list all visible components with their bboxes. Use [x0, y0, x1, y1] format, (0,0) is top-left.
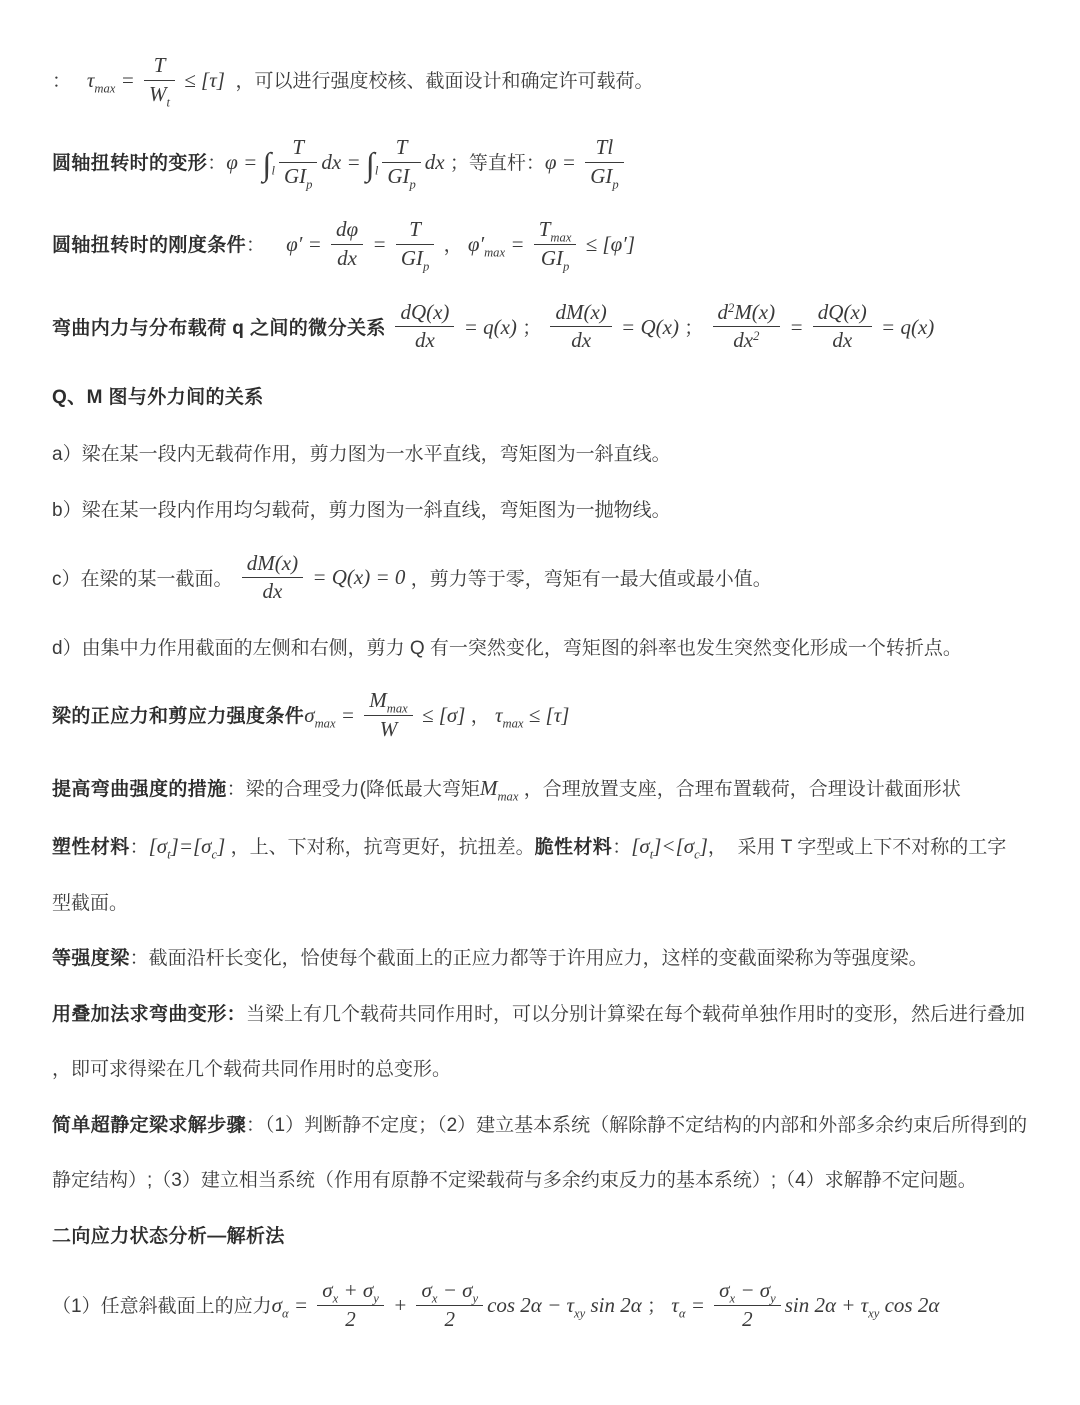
text-segment: 静定结构）;（3）建立相当系统（作用有原静不定梁载荷与多余约束反力的基本系统）;（4）求解静不定问题。	[52, 1170, 977, 1192]
section-type-continuation	[52, 890, 1038, 918]
math-segment: $\frac{dQ(x)}{dx}$ = q(x)	[391, 315, 516, 339]
bold-label-segment: Q、M 图与外力间的关系	[52, 386, 264, 408]
fraction: $\frac{dQ(x)}{dx}$	[813, 300, 872, 354]
text-segment: ，剪力等于零，弯矩有一最大值或最小值。	[405, 568, 772, 590]
math-segment: $\sigma_\alpha$ = $\frac{\sigma_x + \sigma_y}{2}$ + $\frac{\sigma_x - \sigma_y}{2}$ $\cos 2\alpha - \tau_{xy}$ sin 2α	[271, 1278, 642, 1332]
fraction: $\frac{Tl}{GI_p}$	[585, 135, 623, 189]
math-segment: $[\sigma_t]<[\sigma_c]$	[631, 834, 708, 862]
text-segment: ，即可求得梁在几个载荷共同作用时的总变形。	[52, 1059, 452, 1081]
bold-label-segment: 圆轴扭转时的变形	[52, 153, 208, 175]
item-d	[52, 635, 1038, 663]
fraction: $\frac{\sigma_x - \sigma_y}{2}$	[416, 1278, 483, 1332]
text-segment: ，合理放置支座，合理布置载荷，合理设计截面形状	[518, 778, 961, 800]
text-segment: ；	[516, 317, 547, 339]
integral-sign: ∫	[262, 146, 272, 183]
fraction: $\frac{T}{GI_p}$	[279, 135, 317, 189]
bold-label-segment: 梁的正应力和剪应力强度条件	[52, 706, 305, 728]
fraction: $\frac{T}{GI_p}$	[382, 135, 420, 189]
text-segment: ：（1）判断静不定度；（2）建立基本系统（解除静不定结构的内部和外部多余约束后所得到的	[246, 1114, 1028, 1136]
equal-strength-beam	[52, 945, 1038, 973]
qm-diagram-heading	[52, 384, 1038, 412]
bold-label-segment: 二向应力状态分析—解析法	[52, 1225, 285, 1247]
math-segment: $M_{max}$	[479, 775, 519, 804]
integral-sign: ∫	[365, 146, 375, 183]
text-segment: ，	[438, 235, 468, 257]
fraction: $\frac{dM(x)}{dx}$	[550, 300, 611, 354]
superposition-continuation	[52, 1056, 1038, 1084]
plane-stress-analysis-heading	[52, 1223, 1038, 1251]
fraction: $\frac{dM(x)}{dx}$	[242, 551, 303, 605]
bold-label-segment: 用叠加法求弯曲变形：	[52, 1003, 247, 1025]
bold-label-segment: 脆性材料	[534, 837, 613, 859]
fraction: $\frac{\sigma_x + \sigma_y}{2}$	[317, 1278, 384, 1332]
text-segment: c）在梁的某一截面。	[52, 568, 238, 590]
item-a	[52, 441, 1038, 469]
superposition-method	[52, 1001, 1038, 1029]
text-segment: 当梁上有几个载荷共同作用时，可以分别计算梁在每个载荷单独作用时的变形，然后进行叠加	[246, 1003, 1026, 1025]
bold-label-segment: 简单超静定梁求解步骤	[52, 1114, 247, 1136]
math-segment: φ′ = $\frac{d\varphi}{dx}$ = $\frac{T}{GI_p}$	[286, 232, 438, 256]
statically-indeterminate-continuation	[52, 1167, 1038, 1195]
math-segment: $\varphi = \int_l$ $\frac{T}{GI_p}$ dx = $\int_l$ $\frac{T}{GI_p}$ dx	[226, 135, 445, 192]
fraction: $\frac{\sigma_x - \sigma_y}{2}$	[714, 1278, 781, 1332]
text-segment: b）梁在某一段内作用均匀载荷，剪力图为一斜直线，弯矩图为一抛物线。	[52, 499, 671, 521]
text-segment: ：	[207, 153, 227, 175]
bending-differential-relations	[52, 299, 1038, 356]
text-segment: ：截面沿杆长变化，恰使每个截面上的正应力都等于许用应力，这样的变截面梁称为等强度梁。	[129, 948, 928, 970]
bold-label-segment: 等强度梁	[52, 948, 130, 970]
math-segment: $\frac{dM(x)}{dx}$ = Q(x)	[546, 315, 678, 339]
text-segment: （1）任意斜截面上的应力	[52, 1296, 272, 1318]
inclined-section-stress-formula	[52, 1280, 1038, 1334]
text-segment: ：	[246, 235, 287, 257]
text-segment: ， 采用 T 字型或上下不对称的工字	[707, 837, 1007, 859]
beam-stress-strength-condition	[52, 690, 1038, 744]
improve-bending-strength	[52, 773, 1038, 804]
math-segment: $\varphi'_{max}$ = $\frac{T_{max}}{GI_p}$ ≤ [φ′]	[467, 217, 635, 274]
fraction: $\frac{T_{max}}{GI_p}$	[534, 217, 577, 271]
math-segment: $\frac{d^2M(x)}{dx^2}$ = $\frac{dQ(x)}{dx}$ = q(x)	[709, 315, 935, 339]
text-segment: ；	[641, 1296, 672, 1318]
text-segment: ：	[612, 837, 632, 859]
item-b	[52, 497, 1038, 525]
text-segment: ；	[678, 317, 709, 339]
fraction: $\frac{T}{W_t}$	[144, 53, 175, 107]
text-segment: ：梁的合理受力(降低最大弯矩	[226, 778, 480, 800]
math-segment: $\frac{dM(x)}{dx}$ = Q(x) = 0	[238, 565, 406, 589]
text-segment: ：	[129, 837, 149, 859]
math-segment: φ = $\frac{Tl}{GI_p}$	[545, 150, 628, 174]
fraction: $\frac{d\varphi}{dx}$	[331, 217, 363, 271]
bold-label-segment: 弯曲内力与分布载荷 q 之间的微分关系	[52, 317, 392, 339]
math-segment: $\sigma_{max}$ = $\frac{M_{max}}{W}$ ≤ [σ]	[304, 688, 466, 741]
math-segment: $\tau_{max} \le [\tau]$	[495, 703, 570, 731]
torsion-deformation	[52, 137, 1038, 191]
statically-indeterminate-steps	[52, 1112, 1038, 1140]
fraction: $\frac{dQ(x)}{dx}$	[395, 300, 454, 354]
text-segment: d）由集中力作用截面的左侧和右侧，剪力 Q 有一突然变化，弯矩图的斜率也发生突然变化形成一个转折点。	[52, 637, 962, 659]
bold-label-segment: 圆轴扭转时的刚度条件	[52, 235, 247, 257]
fraction: $\frac{T}{GI_p}$	[396, 217, 434, 271]
text-segment: 型截面。	[52, 892, 129, 914]
text-segment: ，	[465, 706, 495, 728]
shear-stress-strength-formula	[52, 55, 1038, 109]
torsion-stiffness-condition	[52, 219, 1038, 273]
math-segment: $\tau_{max}$ = $\frac{T}{W_t}$ ≤ [τ]	[86, 53, 225, 110]
plastic-brittle-materials	[52, 831, 1038, 862]
text-segment: ：	[52, 70, 87, 92]
fraction: $\frac{d^2M(x)}{dx^2}$	[713, 300, 781, 354]
text-segment: ；等直杆：	[444, 153, 545, 175]
item-c	[52, 550, 1038, 607]
text-segment: ，上、下对称，抗弯更好，抗扭差。	[225, 837, 535, 859]
text-segment: ，可以进行强度校核、截面设计和确定许可载荷。	[224, 70, 654, 92]
math-segment: $\tau_\alpha$ = $\frac{\sigma_x - \sigma_y}{2}$ $\sin 2\alpha + \tau_{xy}$ cos 2α	[671, 1278, 940, 1332]
math-segment: $[\sigma_t]=[\sigma_c]$	[148, 834, 226, 862]
text-segment: a）梁在某一段内无载荷作用，剪力图为一水平直线，弯矩图为一斜直线。	[52, 444, 671, 466]
fraction: $\frac{M_{max}}{W}$	[364, 688, 412, 742]
bold-label-segment: 提高弯曲强度的措施	[52, 778, 227, 800]
bold-label-segment: 塑性材料	[52, 837, 130, 859]
